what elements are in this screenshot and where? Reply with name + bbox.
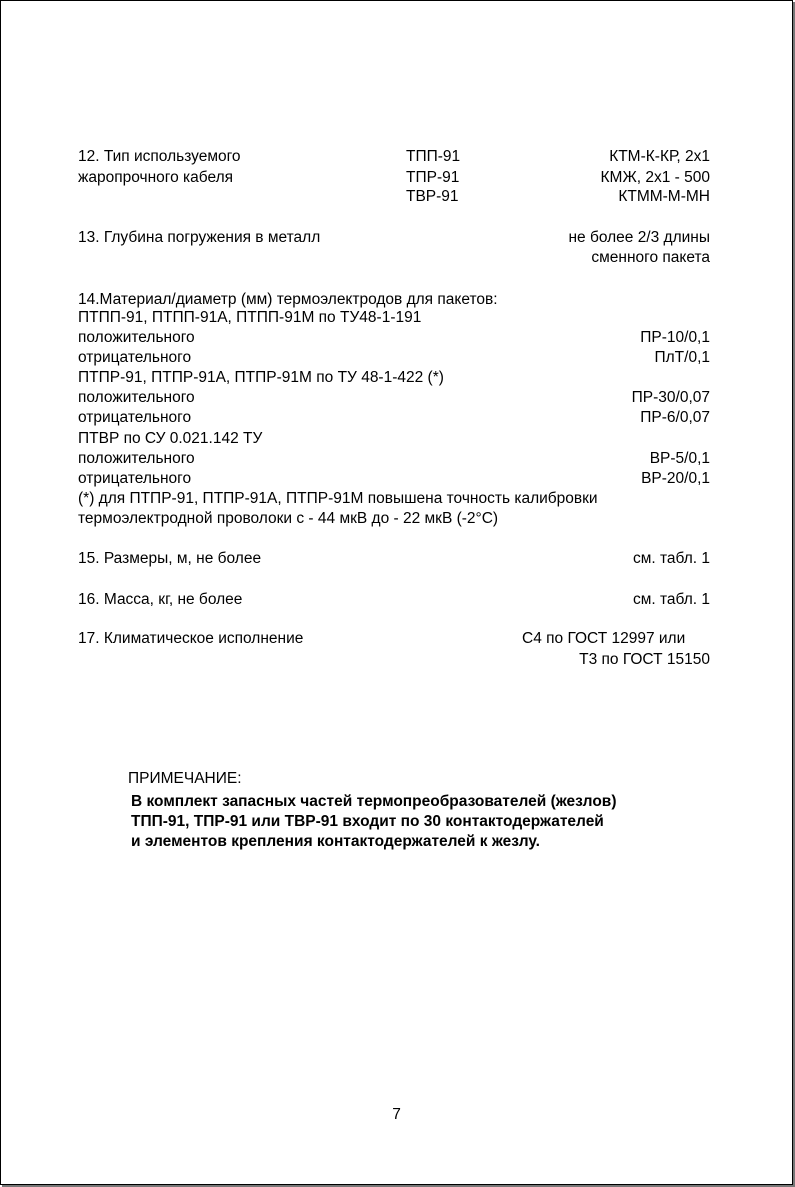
item-12-cable-3: КТММ-М-МН	[618, 188, 710, 205]
item-17-label: 17. Климатическое исполнение	[78, 630, 304, 647]
item-14-group-2-header: ПТПР-91, ПТПР-91А, ПТПР-91М по ТУ 48-1-422 (*)	[78, 369, 444, 386]
note-line-1: В комплект запасных частей термопреобразователей (жезлов)	[131, 793, 617, 810]
item-14-group-3-neg-label: отрицательного	[78, 470, 192, 487]
item-14-footnote-line1: (*) для ПТПР-91, ПТПР-91А, ПТПР-91М повышена точность калибровки	[78, 490, 598, 507]
item-14-group-1-pos-value: ПР-10/0,1	[640, 329, 710, 346]
item-14-group-3-pos-label: положительного	[78, 450, 195, 467]
item-17-value-line2: Т3 по ГОСТ 15150	[579, 651, 710, 668]
item-16-label: 16. Масса, кг, не более	[78, 591, 243, 608]
item-12-label-line2: жаропрочного кабеля	[78, 169, 234, 186]
item-12-label-line1: 12. Тип используемого	[78, 148, 241, 165]
item-17-value-line1: С4 по ГОСТ 12997 или	[522, 630, 686, 647]
page-number: 7	[392, 1106, 401, 1123]
item-12-type-3: ТВР-91	[406, 188, 459, 205]
note-line-3: и элементов крепления контактодержателей к жезлу.	[131, 833, 540, 850]
item-16-value: см. табл. 1	[632, 591, 710, 608]
item-14-group-3-pos-value: ВР-5/0,1	[649, 450, 710, 467]
item-12-cable-2: КМЖ, 2x1 - 500	[600, 169, 710, 186]
item-15-label: 15. Размеры, м, не более	[78, 550, 262, 567]
item-13-value-line1: не более 2/3 длины	[568, 229, 710, 246]
item-14-group-1-neg-value: ПлТ/0,1	[654, 349, 710, 366]
item-13-value-line2: сменного пакета	[591, 249, 710, 266]
item-14-group-2-pos-label: положительного	[78, 389, 195, 406]
item-14-group-1-neg-label: отрицательного	[78, 349, 192, 366]
item-12-type-1: ТПП-91	[406, 148, 461, 165]
item-14-group-3-neg-value: ВР-20/0,1	[641, 470, 710, 487]
item-13-label: 13. Глубина погружения в металл	[78, 229, 321, 246]
note-line-2: ТПП-91, ТПР-91 или ТВР-91 входит по 30 контактодержателей	[131, 813, 604, 830]
item-14-group-2-neg-label: отрицательного	[78, 409, 192, 426]
item-14-group-2-pos-value: ПР-30/0,07	[631, 389, 710, 406]
item-14-group-2-neg-value: ПР-6/0,07	[640, 409, 710, 426]
item-15-value: см. табл. 1	[632, 550, 710, 567]
item-12-cable-1: КТМ-К-КР, 2x1	[609, 148, 710, 165]
item-14-footnote-line2: термоэлектродной проволоки с - 44 мкВ до - 22 мкВ (-2°С)	[78, 510, 499, 527]
item-14-group-3-header: ПТВР по СУ 0.021.142 ТУ	[78, 430, 263, 447]
item-14-group-1-pos-label: положительного	[78, 329, 195, 346]
item-12-type-2: ТПР-91	[406, 169, 460, 186]
item-14-group-1-header: ПТПП-91, ПТПП-91А, ПТПП-91М по ТУ48-1-191	[78, 309, 422, 326]
item-14-title: 14.Материал/диаметр (мм) термоэлектродов для пакетов:	[78, 291, 498, 308]
note-heading: ПРИМЕЧАНИЕ:	[128, 770, 242, 787]
